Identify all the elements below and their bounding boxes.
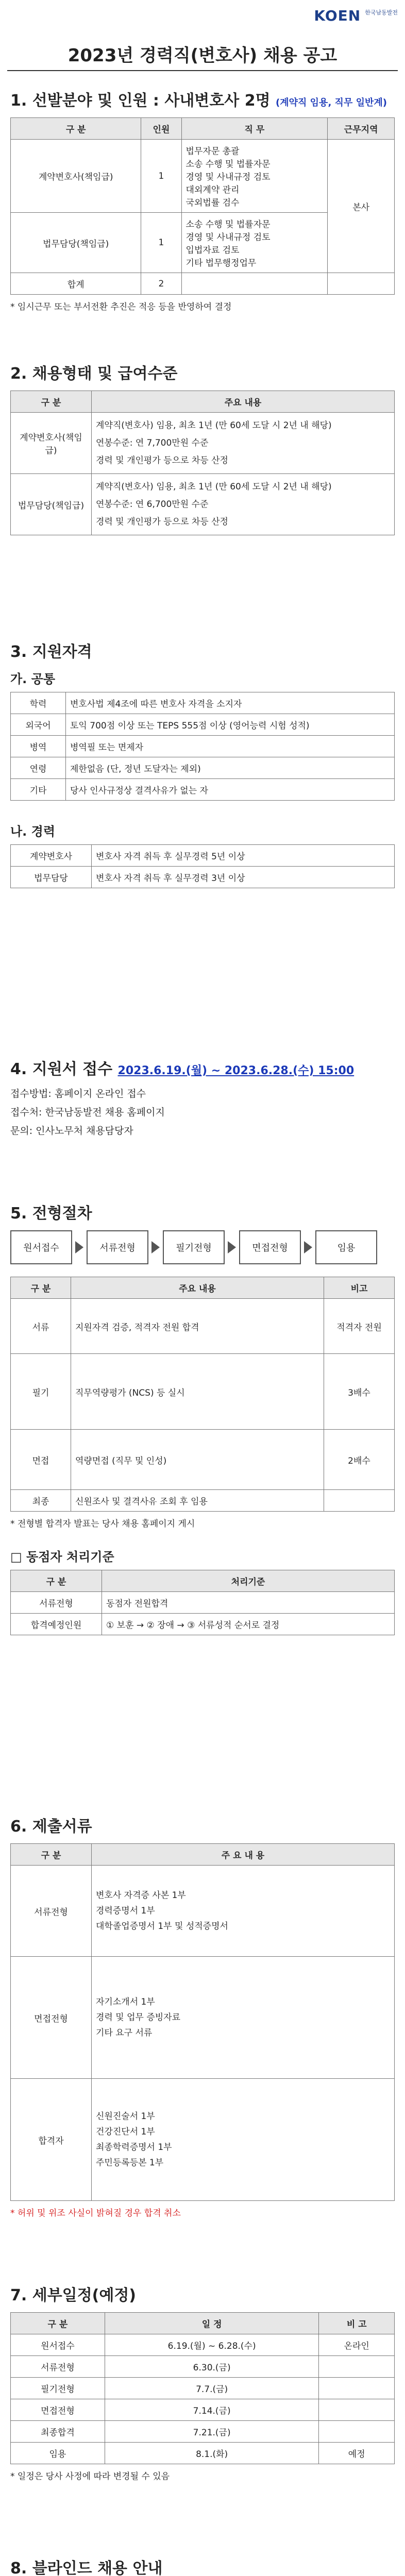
- th-content: 주요 내용: [92, 391, 395, 413]
- s1-footnote: * 임시근무 또는 부서전환 추진은 적응 등을 반영하여 결정: [10, 302, 232, 312]
- cell-note: [324, 1490, 395, 1512]
- cell-val: 역량면접 (직무 및 인성): [71, 1430, 324, 1490]
- cell-note: 온라인: [319, 2334, 395, 2356]
- doc-item: 기타 요구 서류: [96, 2028, 153, 2038]
- cell-note: 2배수: [324, 1430, 395, 1490]
- emp-item: 경력 및 개인평가 등으로 차등 산정: [96, 517, 228, 527]
- th-cat: 구 분: [11, 2313, 105, 2334]
- cell-date: 8.1.(화): [105, 2443, 319, 2464]
- s5-note: * 전형별 합격자 발표는 당사 채용 홈페이지 게시: [10, 1519, 195, 1529]
- cell-key: 면접전형: [11, 2399, 105, 2421]
- duty: 입법자료 검토: [185, 245, 240, 256]
- cell-note: [319, 2421, 395, 2443]
- th-date: 일 정: [105, 2313, 319, 2334]
- cell-note: 예정: [319, 2443, 395, 2464]
- duty: 법무자문 총괄: [185, 146, 240, 157]
- s7-note: * 일정은 당사 사정에 따라 변경될 수 있음: [10, 2471, 170, 2482]
- cell-total-count: 2: [141, 273, 181, 295]
- cell-key: 필기전형: [11, 2378, 105, 2399]
- apply-item: 접수방법: 홈페이지 온라인 접수: [10, 1088, 146, 1099]
- step-written: 필기전형: [163, 1230, 225, 1264]
- table-common: [10, 692, 395, 801]
- doc-item: 대학졸업증명서 1부 및 성적증명서: [96, 1921, 228, 1931]
- page-title: 2023년 경력직(변호사) 채용 공고: [68, 45, 338, 66]
- logo-mark: KOEN: [314, 7, 361, 24]
- cell-key: 합격예정인원: [11, 1614, 102, 1635]
- cell-key: 서류전형: [11, 1866, 92, 1957]
- cell-group: 계약변호사(책임급): [11, 140, 141, 213]
- cell-date: 6.30.(금): [105, 2356, 319, 2378]
- apply-item: 접수처: 한국남동발전 채용 홈페이지: [10, 1107, 165, 1118]
- cell-key: 최종: [11, 1490, 71, 1512]
- cell-val: 당사 인사규정상 결격사유가 없는 자: [66, 779, 395, 801]
- cell-val: 직무역량평가 (NCS) 등 실시: [71, 1354, 324, 1430]
- cell-key: 면접전형: [11, 1957, 92, 2079]
- table-schedule: [10, 2312, 395, 2464]
- doc-item: 신원진술서 1부: [96, 2111, 155, 2122]
- th-content: 주 요 내 용: [92, 1844, 395, 1866]
- cell-key: 서류: [11, 1299, 71, 1354]
- cell-key: 면접: [11, 1430, 71, 1490]
- cell-key: 서류전형: [11, 1592, 102, 1614]
- duty: 경영 및 사내규정 검토: [185, 172, 271, 182]
- cell-key: 임용: [11, 2443, 105, 2464]
- cell-key: 기타: [11, 779, 66, 801]
- emp-item: 연봉수준: 연 6,700만원 수준: [96, 499, 209, 510]
- cell-val: ① 보훈 → ② 장애 → ③ 서류성적 순서로 결정: [102, 1614, 395, 1635]
- process-flow: [10, 1230, 395, 1264]
- th-count: 인원: [141, 118, 181, 140]
- cell-val: 제한없음 (단, 정년 도달자는 제외): [66, 757, 395, 779]
- brand-logo: [314, 7, 398, 24]
- section-8: [10, 2555, 395, 2576]
- cell-val: 변호사법 제4조에 따른 변호사 자격을 소지자: [66, 692, 395, 714]
- cell-key: 서류전형: [11, 2356, 105, 2378]
- cell-key: 계약변호사: [11, 845, 92, 867]
- cell-key: 최종합격: [11, 2421, 105, 2443]
- section-1-title: 1. 선발분야 및 인원 : 사내변호사 2명: [10, 92, 271, 110]
- cell-date: 7.14.(금): [105, 2399, 319, 2421]
- cell-key: 연령: [11, 757, 66, 779]
- cell-key: 학력: [11, 692, 66, 714]
- cell-key: 필기: [11, 1354, 71, 1430]
- cell-val: 병역필 또는 면제자: [66, 736, 395, 757]
- duty: 경영 및 사내규정 검토: [185, 232, 271, 243]
- cell-val: 신원조사 및 결격사유 조회 후 임용: [71, 1490, 324, 1512]
- cell-val: 지원자격 검증, 적격자 전원 합격: [71, 1299, 324, 1354]
- section-7: [10, 2282, 395, 2489]
- section-7-title: 7. 세부일정(예정): [10, 2286, 137, 2304]
- title-rule: [7, 70, 398, 71]
- th-cat: 구 분: [11, 1277, 71, 1299]
- table-process: [10, 1277, 395, 1512]
- th-cat: 구 분: [11, 1570, 102, 1592]
- table-employment: [10, 391, 395, 535]
- cell-val: 변호사 자격 취득 후 실무경력 5년 이상: [92, 845, 395, 867]
- doc-item: 경력증명서 1부: [96, 1906, 155, 1916]
- section-3-sub2: 나. 경력: [10, 824, 56, 839]
- arrow-icon: [75, 1241, 83, 1253]
- logo-sub: 한국남동발전: [365, 9, 398, 16]
- section-1-note: (계약직 임용, 직무 일반계): [276, 97, 387, 108]
- emp-item: 경력 및 개인평가 등으로 차등 산정: [96, 455, 228, 466]
- duty: 국외법률 검수: [185, 198, 240, 208]
- cell-note: 적격자 전원: [324, 1299, 395, 1354]
- section-6-title: 6. 제출서류: [10, 1818, 92, 1836]
- th-region: 근무지역: [328, 118, 395, 140]
- tie-title: □ 동점자 처리기준: [10, 1550, 114, 1564]
- section-6: [10, 1814, 395, 2226]
- step-document: 서류전형: [87, 1230, 148, 1264]
- emp-item: 계약직(변호사) 임용, 최초 1년 (만 60세 도달 시 2년 내 해당): [96, 420, 332, 431]
- table-positions: [10, 117, 395, 295]
- arrow-icon: [151, 1241, 160, 1253]
- cell-key: 병역: [11, 736, 66, 757]
- section-5-title: 5. 전형절차: [10, 1205, 92, 1223]
- doc-item: 건강진단서 1부: [96, 2127, 155, 2137]
- step-interview: 면접전형: [239, 1230, 301, 1264]
- cell-key: 원서접수: [11, 2334, 105, 2356]
- cell-val: 동점자 전원합격: [102, 1592, 395, 1614]
- section-3: [10, 639, 395, 888]
- cell-note: 3배수: [324, 1354, 395, 1430]
- th-content: 주요 내용: [71, 1277, 324, 1299]
- cell-note: [319, 2378, 395, 2399]
- duty: 기타 법무행정업무: [185, 258, 257, 268]
- cell-group: 법무담당(책임급): [11, 213, 141, 273]
- th-cat: 구 분: [11, 1844, 92, 1866]
- cell-group: 법무담당(책임급): [11, 474, 92, 535]
- section-3-sub1: 가. 공통: [10, 672, 56, 686]
- th-cat: 구 분: [11, 118, 141, 140]
- section-4: [10, 1056, 395, 1142]
- arrow-icon: [228, 1241, 236, 1253]
- section-1: [10, 88, 395, 319]
- table-documents: [10, 1843, 395, 2201]
- section-5: [10, 1200, 395, 1635]
- doc-item: 최종학력증명서 1부: [96, 2142, 172, 2153]
- th-rule: 처리기준: [102, 1570, 395, 1592]
- emp-item: 연봉수준: 연 7,700만원 수준: [96, 438, 209, 448]
- doc-item: 경력 및 업무 증빙자료: [96, 2012, 181, 2023]
- cell-date: 6.19.(월) ~ 6.28.(수): [105, 2334, 319, 2356]
- cell-key: 합격자: [11, 2079, 92, 2201]
- th-duty: 직 무: [181, 118, 328, 140]
- cell-val: 변호사 자격 취득 후 실무경력 3년 이상: [92, 867, 395, 888]
- table-career: [10, 844, 395, 888]
- apply-item: 문의: 인사노무처 채용담당자: [10, 1125, 133, 1137]
- step-hire: 임용: [315, 1230, 377, 1264]
- doc-item: 주민등록등본 1부: [96, 2158, 164, 2168]
- section-8-title: 8. 블라인드 채용 안내: [10, 2560, 163, 2576]
- cell-key: 법무담당: [11, 867, 92, 888]
- cell-count: 1: [141, 140, 181, 213]
- doc-item: 자기소개서 1부: [96, 1997, 155, 2007]
- apply-period: 2023.6.19.(월) ~ 2023.6.28.(수) 15:00: [117, 1064, 355, 1077]
- section-4-title: 4. 지원서 접수: [10, 1060, 113, 1078]
- section-2-title: 2. 채용형태 및 급여수준: [10, 365, 178, 383]
- cell-date: 7.21.(금): [105, 2421, 319, 2443]
- th-note: 비고: [324, 1277, 395, 1299]
- cell-date: 7.7.(금): [105, 2378, 319, 2399]
- cell-count: 1: [141, 213, 181, 273]
- step-apply: 원서접수: [10, 1230, 72, 1264]
- section-2: [10, 361, 395, 535]
- th-cat: 구 분: [11, 391, 92, 413]
- cell-region: 본사: [328, 140, 395, 273]
- cell-key: 외국어: [11, 714, 66, 736]
- cell-note: [319, 2399, 395, 2421]
- arrow-icon: [304, 1241, 312, 1253]
- emp-item: 계약직(변호사) 임용, 최초 1년 (만 60세 도달 시 2년 내 해당): [96, 482, 332, 492]
- duty: 소송 수행 및 법률자문: [185, 159, 271, 170]
- section-3-title: 3. 지원자격: [10, 643, 92, 661]
- duty: 대외계약 관리: [185, 185, 240, 195]
- cell-val: 토익 700점 이상 또는 TEPS 555점 이상 (영어능력 시험 성적): [66, 714, 395, 736]
- cell-note: [319, 2356, 395, 2378]
- doc-item: 변호사 자격증 사본 1부: [96, 1890, 186, 1901]
- th-note: 비 고: [319, 2313, 395, 2334]
- table-tie: [10, 1570, 395, 1635]
- s6-note: * 허위 및 위조 사실이 밝혀질 경우 합격 취소: [10, 2208, 181, 2218]
- cell-group: 계약변호사(책임급): [11, 413, 92, 474]
- cell-total: 합계: [11, 273, 141, 295]
- duty: 소송 수행 및 법률자문: [185, 219, 271, 230]
